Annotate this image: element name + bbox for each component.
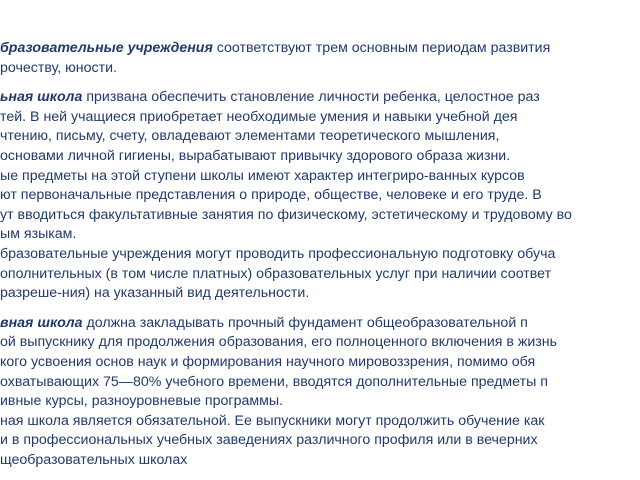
line-text: бразовательные учреждения могут проводить профессиональную подготовку обуча bbox=[0, 245, 556, 262]
text-line bbox=[0, 431, 640, 451]
line-text: разреше-ния) на указанный вид деятельности. bbox=[0, 285, 310, 302]
text-line bbox=[0, 392, 640, 412]
line-text: ой выпускнику для продолжения образования, его полноценного включения в жизнь bbox=[0, 334, 558, 351]
text-line bbox=[0, 373, 640, 393]
line-text: рочеству, юности. bbox=[0, 59, 117, 76]
text-line bbox=[0, 225, 640, 245]
line-text: ые предметы на этой ступени школы имеют характер интегриро-ванных курсов bbox=[0, 167, 525, 184]
text-line bbox=[0, 39, 640, 59]
text-line bbox=[0, 314, 640, 334]
paragraph bbox=[0, 314, 640, 471]
emphasized-term: вная школа bbox=[0, 314, 83, 331]
line-text: основами личной гигиены, вырабатывают привычку здорового образа жизни. bbox=[0, 147, 511, 164]
text-line bbox=[0, 451, 640, 471]
line-text: ым языкам. bbox=[0, 226, 77, 243]
text-line bbox=[0, 412, 640, 432]
line-text: призвана обеспечить становление личности ребенка, целостное раз bbox=[82, 89, 540, 106]
line-text: соответствуют трем основным периодам развития bbox=[212, 40, 551, 56]
line-text: ная школа является обязательной. Ее выпускники могут продолжить обучение как bbox=[0, 412, 545, 429]
text-line bbox=[0, 333, 640, 353]
text-line bbox=[0, 108, 640, 128]
text-line bbox=[0, 206, 640, 226]
line-text: ут вводиться факультативные занятия по физическому, эстетическому и трудовому во bbox=[0, 206, 572, 223]
line-text: тей. В ней учащиеся приобретает необходимые умения и навыки учебной дея bbox=[0, 108, 518, 125]
text-line bbox=[0, 284, 640, 304]
text-line bbox=[0, 127, 640, 147]
text-line bbox=[0, 265, 640, 285]
line-text: ют первоначальные представления о природе, обществе, человеке и его труде. В bbox=[0, 187, 542, 204]
text-line bbox=[0, 186, 640, 206]
line-text: должна закладывать прочный фундамент общеобразовательной п bbox=[82, 314, 528, 331]
paragraph bbox=[0, 39, 640, 78]
emphasized-term: ьная школа bbox=[0, 89, 83, 106]
text-line bbox=[0, 147, 640, 167]
line-text: кого усвоения основ наук и формирования научного мировоззрения, помимо обя bbox=[0, 353, 536, 370]
line-text: ополнительных (в том числе платных) образовательных услуг при наличии соответ bbox=[0, 265, 552, 282]
text-line bbox=[0, 245, 640, 265]
line-text: ивные курсы, разноуровневые программы. bbox=[0, 393, 283, 410]
line-text: и в профессиональных учебных заведениях различного профиля или в вечерних bbox=[0, 432, 538, 449]
text-line bbox=[0, 353, 640, 373]
line-text: чтению, письму, счету, овладевают элементами теоретического мышления, bbox=[0, 128, 500, 145]
line-text: охватывающих 75—80% учебного времени, вводятся дополнительные предметы п bbox=[0, 373, 548, 390]
line-text: щеобразовательных школах bbox=[0, 451, 188, 468]
text-line bbox=[0, 167, 640, 187]
text-line bbox=[0, 59, 640, 79]
text-line bbox=[0, 88, 640, 108]
emphasized-term: бразовательные учреждения bbox=[0, 40, 213, 56]
paragraph bbox=[0, 88, 640, 304]
slide-text bbox=[0, 39, 640, 470]
